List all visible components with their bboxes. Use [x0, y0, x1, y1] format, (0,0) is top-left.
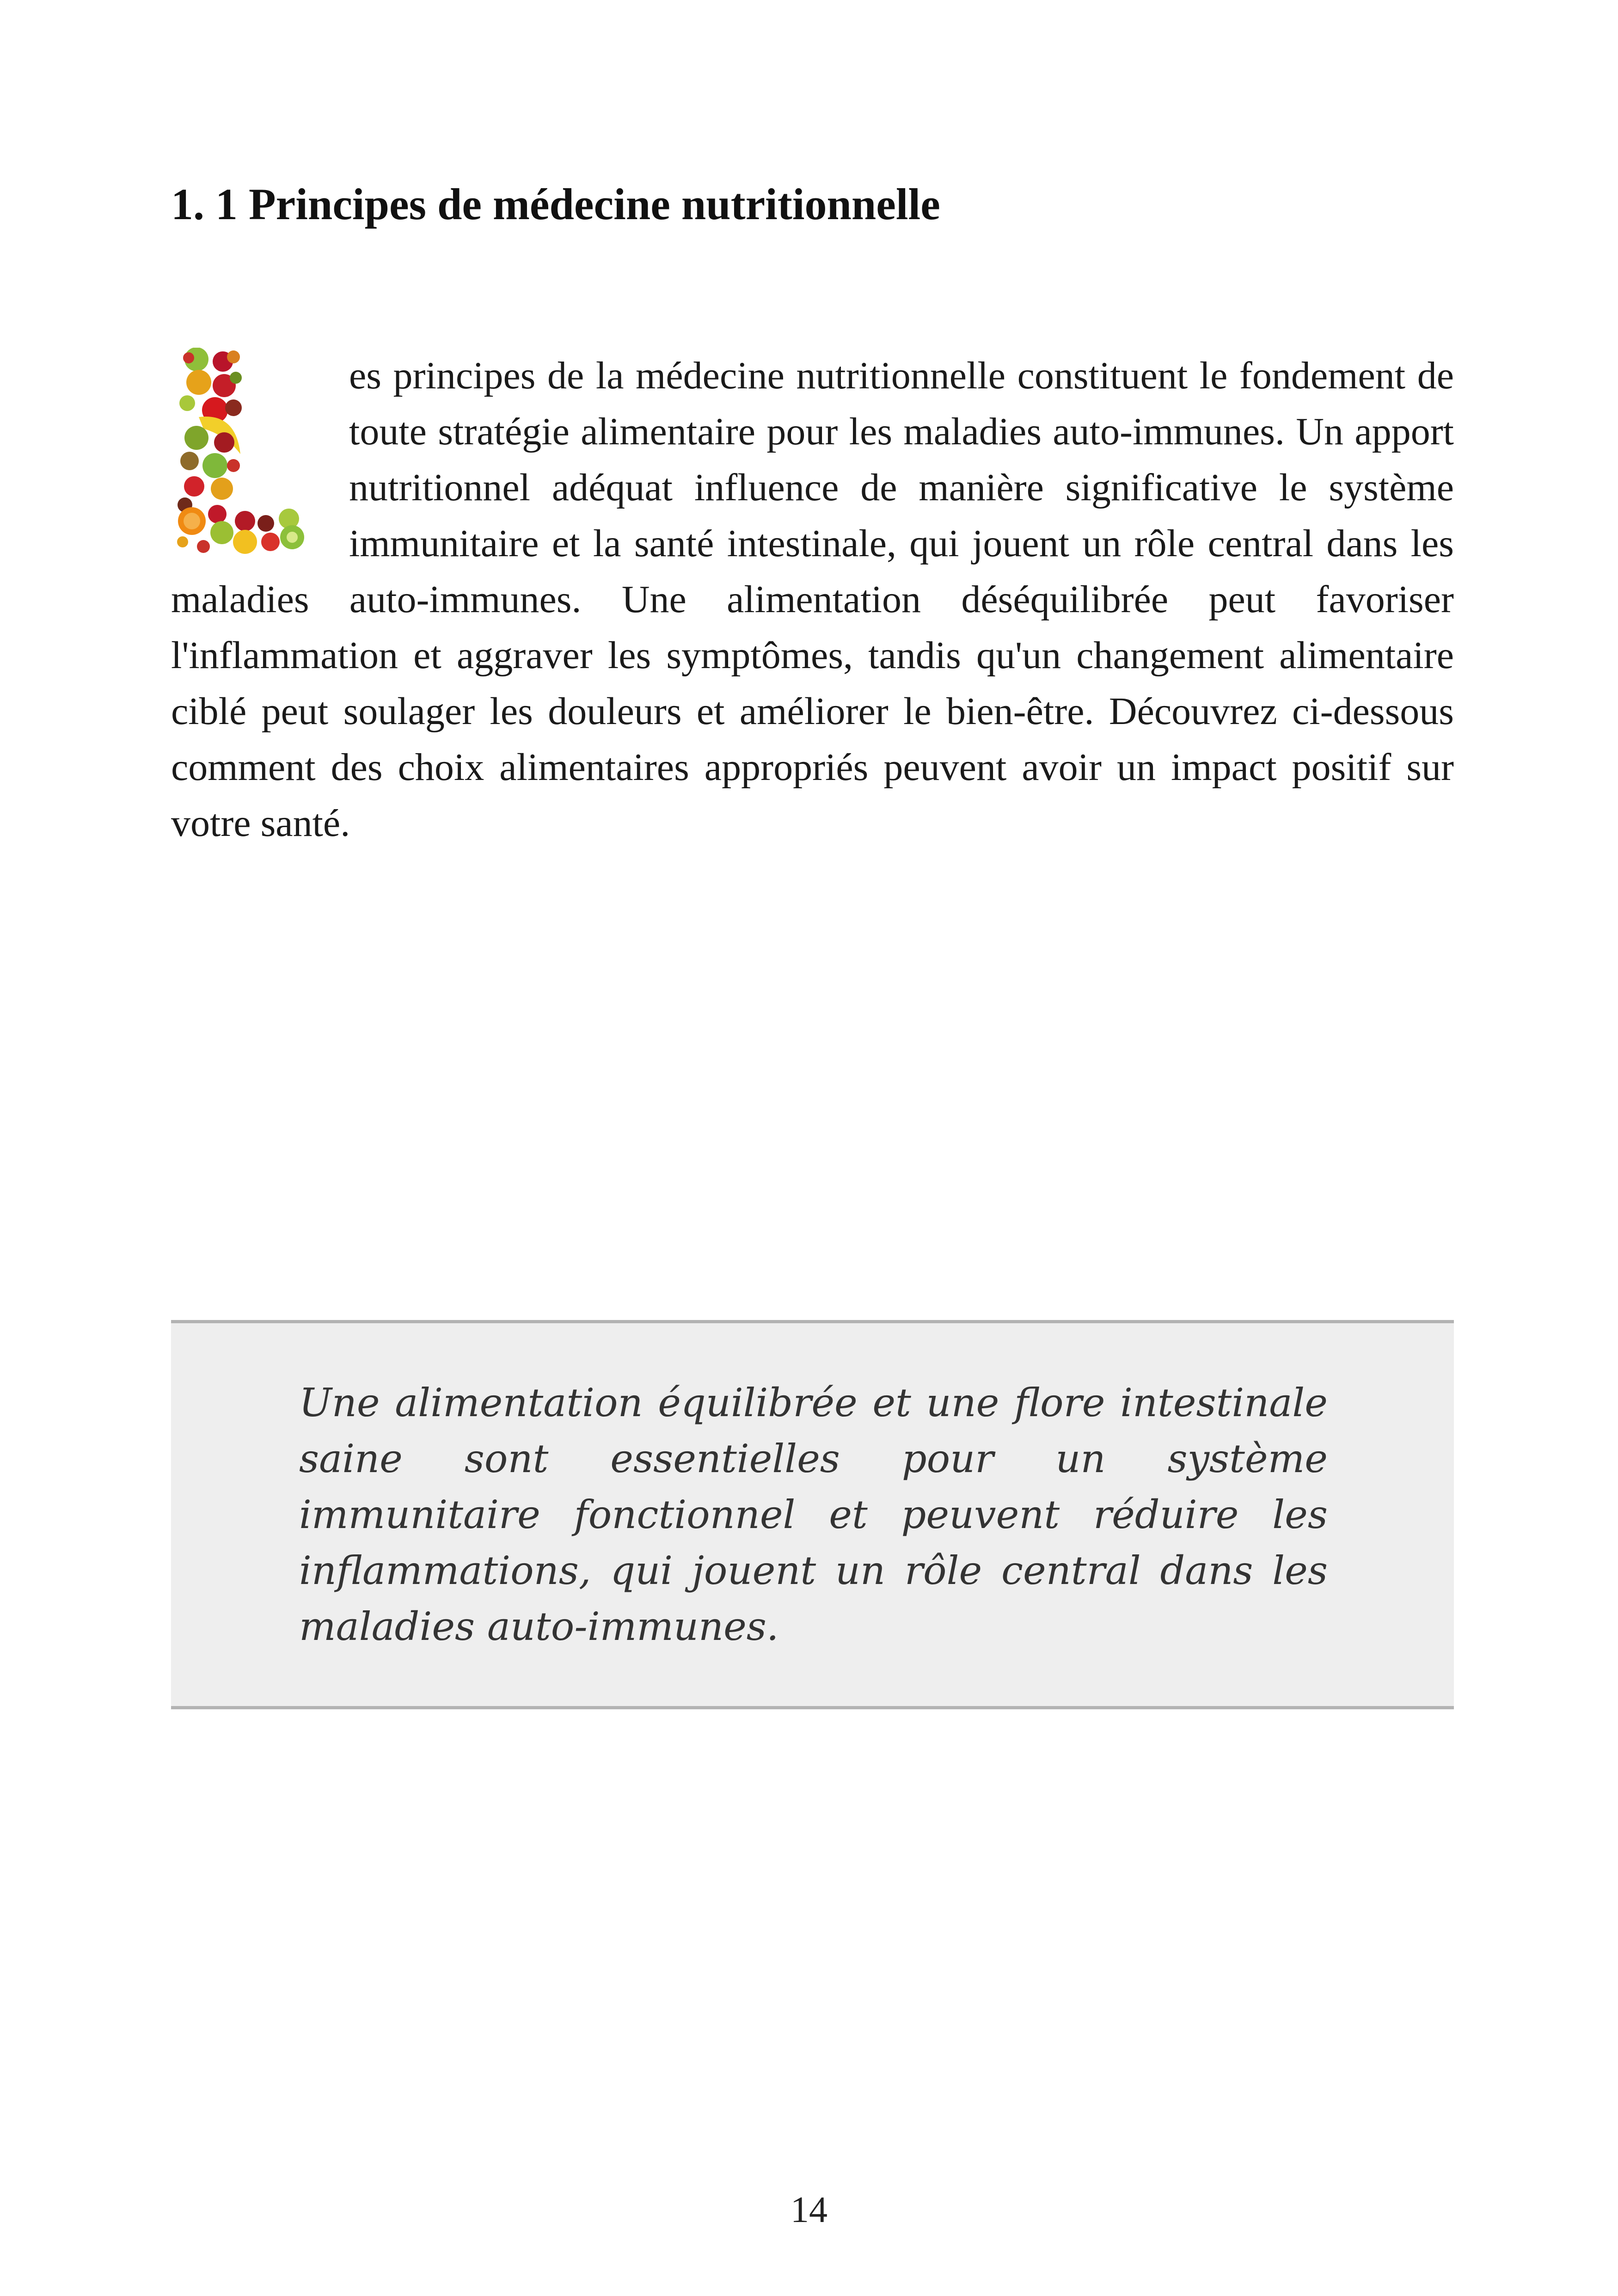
highlight-box	[171, 1320, 1454, 1709]
highlight-text: Une alimentation équilibrée et une flore intestinale saine sont essentielles pour un système immunitaire fonctionnel et peuvent réduire les inflammations, qui jouent un rôle central dans les maladies auto-immunes.	[299, 1380, 1328, 1649]
intro-paragraph	[171, 348, 1454, 851]
page-number: 14	[791, 2190, 827, 2230]
fruit-letter-l-icon	[171, 348, 310, 556]
section-heading: 1. 1 Principes de médecine nutritionnelle	[171, 179, 940, 229]
intro-text: es principes de la médecine nutritionnelle constituent le fondement de toute stratégie alimentaire pour les maladies auto-immunes. Un apport nutritionnel adéquat influence de manière significative le système immunitaire et la santé intestinale, qui jouent un rôle central dans les maladies auto-immunes. Une alimentation déséquilibrée peut favoriser l'inflammation et aggraver les symptômes, tandis qu'un changement alimentaire ciblé peut soulager les douleurs et améliorer le bien-être. Découvrez ci-dessous comment des choix alimentaires appropriés peuvent avoir un impact positif sur votre santé.	[171, 354, 1454, 845]
